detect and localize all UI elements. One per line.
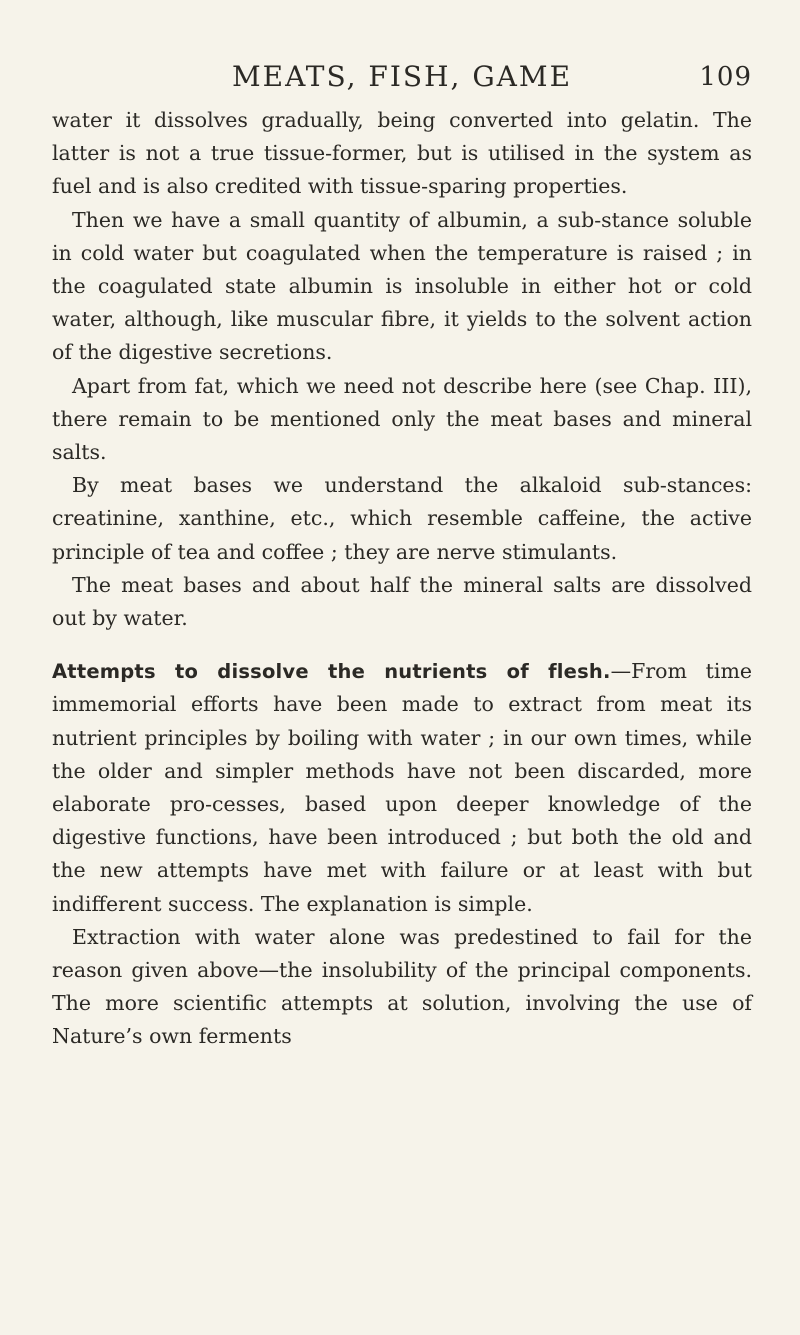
- running-head: [52, 58, 752, 96]
- running-title: MEATS, FISH, GAME: [231, 60, 573, 93]
- section-lead-text: —From time immemorial efforts have been made to extract from meat its nutrient principles by boiling with water ; in our own times, while the older and simpler methods have not been discarded, more elaborate pro-cesses, based upon deeper knowledge of the digestive functions, have been introduced ; but both the old and the new attempts have met with failure or at least with but indifferent success. The explanation is simple.: [52, 659, 753, 916]
- section-heading: Attempts to dissolve the nutrients of flesh.: [52, 660, 611, 684]
- paragraph-dissolved: The meat bases and about half the mineral salts are dissolved out by water.: [52, 572, 752, 631]
- paragraph-extraction: Extraction with water alone was predestined to fail for the reason given above—the insolubility of the principal components. The more scientific attempts at solution, involving the use of Nature’s own ferments: [52, 924, 752, 1049]
- section-paragraph: [52, 655, 752, 921]
- book-page: [52, 58, 752, 1054]
- paragraph-meat-bases: By meat bases we understand the alkaloid sub-stances: creatinine, xanthine, etc., which resemble caffeine, the active principle of tea and coffee ; they are nerve stimulants.: [52, 473, 752, 564]
- section-gap: [52, 635, 752, 655]
- page-number: 109: [699, 62, 752, 92]
- paragraph-fat: Apart from fat, which we need not describe here (see Chap. III), there remain to be mentioned only the meat bases and mineral salts.: [52, 373, 752, 465]
- body-text: [52, 104, 752, 1054]
- paragraph-albumin: Then we have a small quantity of albumin, a sub-stance soluble in cold water but coagulated when the temperature is raised ; in the coagulated state albumin is insoluble in either hot or cold water, although, like muscular fibre, it yields to the solvent action of the digestive secretions.: [52, 207, 752, 365]
- paragraph-continuation: water it dissolves gradually, being converted into gelatin. The latter is not a true tissue-former, but is utilised in the system as fuel and is also credited with tissue-sparing properties.: [52, 108, 752, 199]
